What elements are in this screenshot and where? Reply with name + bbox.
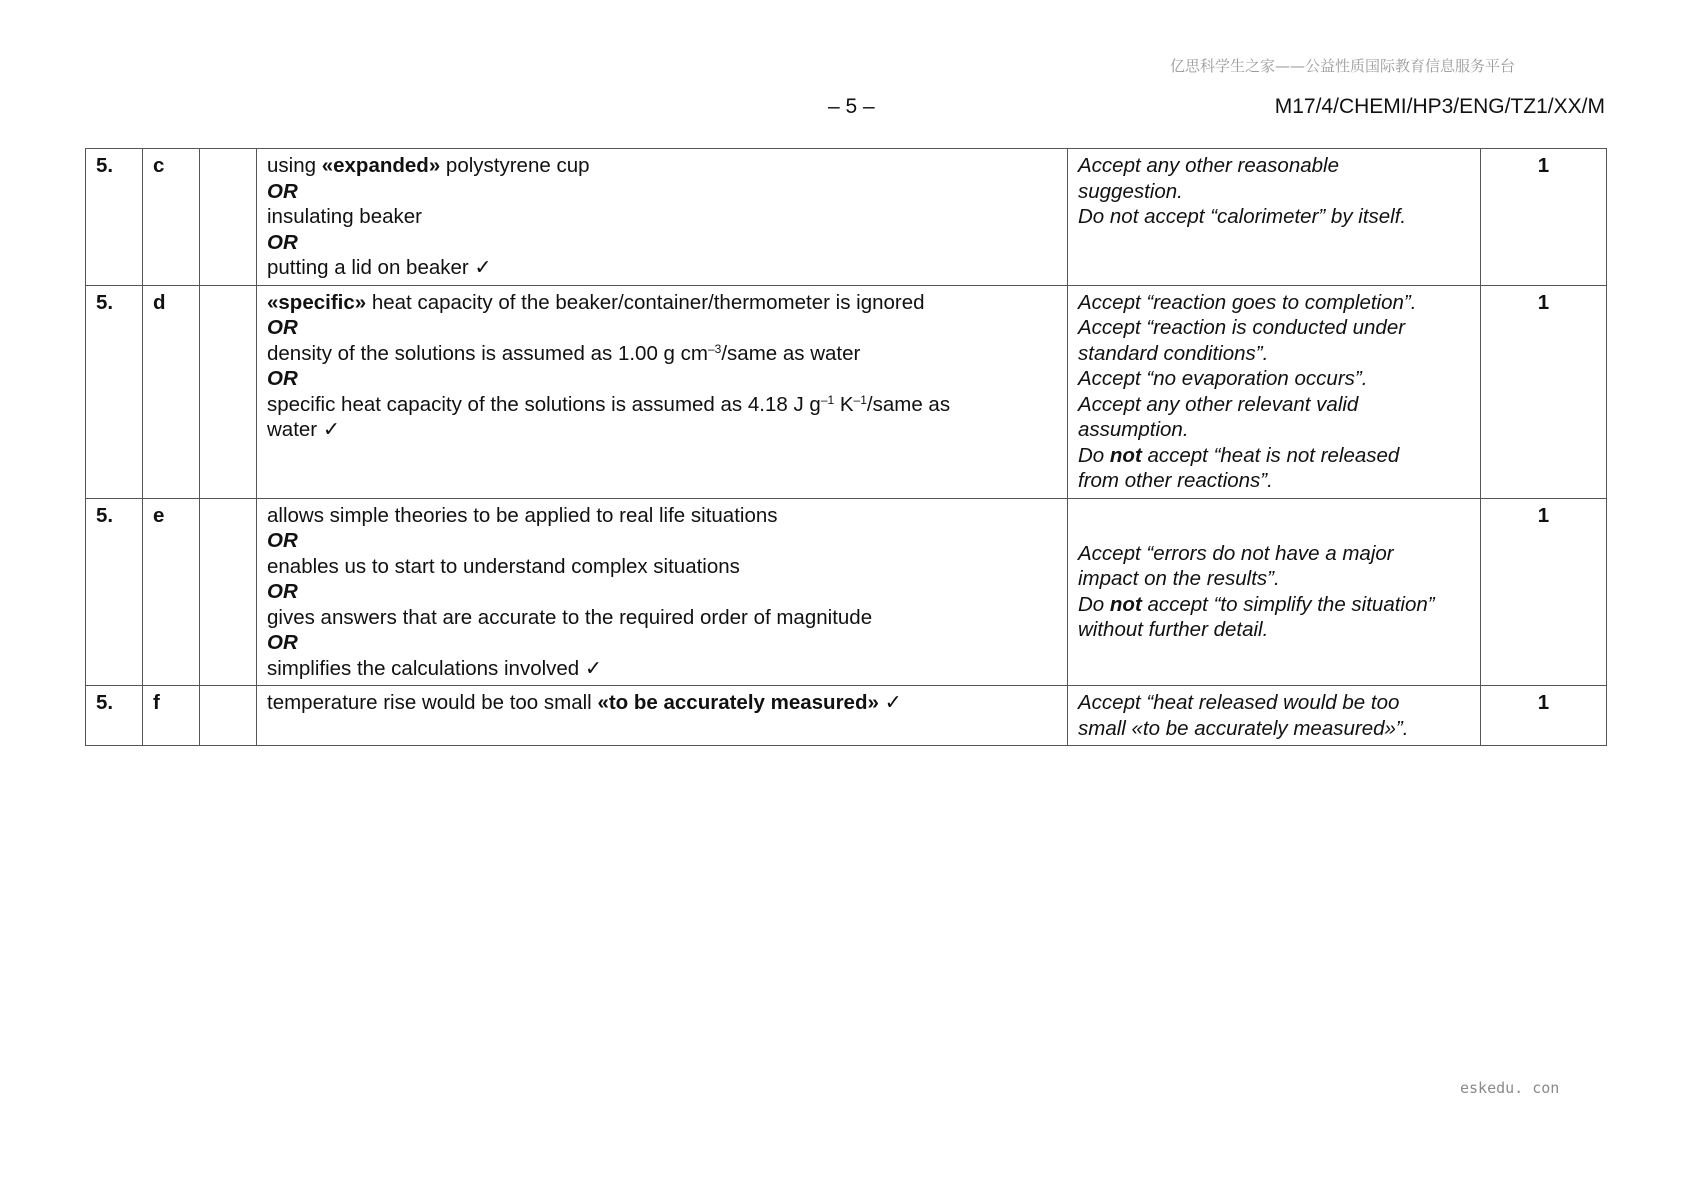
answer-line: allows simple theories to be applied to real life situations	[267, 503, 778, 527]
note-line: standard conditions”.	[1078, 341, 1269, 365]
watermark-header: 亿思科学生之家——公益性质国际教育信息服务平台	[1170, 57, 1516, 75]
or-separator: OR	[267, 367, 298, 390]
answer-line: temperature rise would be too small «to be accurately measured» ✓	[267, 691, 902, 714]
note-line: Accept “heat released would be too	[1078, 691, 1400, 714]
answer-line: simplifies the calculations involved ✓	[267, 656, 603, 680]
or-separator: OR	[267, 580, 298, 603]
document-code: M17/4/CHEMI/HP3/ENG/TZ1/XX/M	[1274, 95, 1605, 118]
answer-line: putting a lid on beaker ✓	[267, 256, 492, 279]
answer-cell	[257, 498, 1068, 686]
table-row-5d	[86, 285, 1607, 498]
question-part: c	[143, 149, 200, 286]
note-line: Accept “reaction is conducted under	[1078, 316, 1406, 339]
or-separator: OR	[267, 230, 298, 254]
note-line: impact on the results”.	[1078, 567, 1280, 591]
marks-cell: 1	[1481, 285, 1607, 498]
table-row-5c	[86, 149, 1607, 286]
notes-cell	[1068, 149, 1481, 286]
answer-line: insulating beaker	[267, 205, 422, 228]
question-part: e	[143, 498, 200, 686]
note-line: small «to be accurately measured»”.	[1078, 716, 1409, 740]
note-line: Accept “no evaporation occurs”.	[1078, 367, 1368, 390]
or-separator: OR	[267, 529, 298, 552]
note-line: Do not accept “heat is not released	[1078, 443, 1400, 467]
question-part: f	[143, 686, 200, 746]
watermark-footer: eskedu. con	[1460, 1079, 1560, 1097]
question-number: 5.	[86, 686, 143, 746]
notes-cell	[1068, 498, 1481, 686]
answer-line: using «expanded» polystyrene cup	[267, 154, 590, 177]
question-number: 5.	[86, 498, 143, 686]
marks-cell: 1	[1481, 149, 1607, 286]
note-line: assumption.	[1078, 418, 1189, 441]
or-separator: OR	[267, 316, 298, 339]
answer-cell	[257, 149, 1068, 286]
question-subpart	[200, 149, 257, 286]
marks-cell: 1	[1481, 686, 1607, 746]
question-number: 5.	[86, 149, 143, 286]
answer-line: enables us to start to understand complex situations	[267, 554, 740, 578]
note-line: Accept any other relevant valid	[1078, 392, 1359, 416]
question-part: d	[143, 285, 200, 498]
note-line: Accept “errors do not have a major	[1078, 541, 1394, 565]
marks-cell: 1	[1481, 498, 1607, 686]
note-line: Do not accept “to simplify the situation”	[1078, 592, 1435, 616]
markscheme-table	[85, 148, 1607, 746]
answer-line: density of the solutions is assumed as 1.00 g $cm^{-3}$/same as water	[267, 341, 861, 365]
table-row-5e	[86, 498, 1607, 686]
answer-line: specific heat capacity of the solutions is assumed as 4.18 J $g^{-1}$ $K^{-1}$/same as	[267, 392, 951, 416]
note-line: Accept “reaction goes to completion”.	[1078, 290, 1417, 314]
answer-line: «specific» heat capacity of the beaker/container/thermometer is ignored	[267, 290, 925, 314]
note-line: without further detail.	[1078, 618, 1269, 642]
question-subpart	[200, 285, 257, 498]
answer-cell	[257, 686, 1068, 746]
note-line: from other reactions”.	[1078, 469, 1273, 492]
or-separator: OR	[267, 631, 298, 654]
table-row-5f	[86, 686, 1607, 746]
question-subpart	[200, 686, 257, 746]
notes-cell	[1068, 686, 1481, 746]
question-subpart	[200, 498, 257, 686]
answer-cell	[257, 285, 1068, 498]
answer-line: water ✓	[267, 418, 341, 441]
question-number: 5.	[86, 285, 143, 498]
or-separator: OR	[267, 179, 298, 203]
note-line: Do not accept “calorimeter” by itself.	[1078, 205, 1407, 228]
answer-line: gives answers that are accurate to the required order of magnitude	[267, 605, 873, 629]
note-line: Accept any other reasonable	[1078, 154, 1339, 177]
notes-cell	[1068, 285, 1481, 498]
page-number: – 5 –	[828, 95, 875, 118]
note-line: suggestion.	[1078, 179, 1183, 203]
